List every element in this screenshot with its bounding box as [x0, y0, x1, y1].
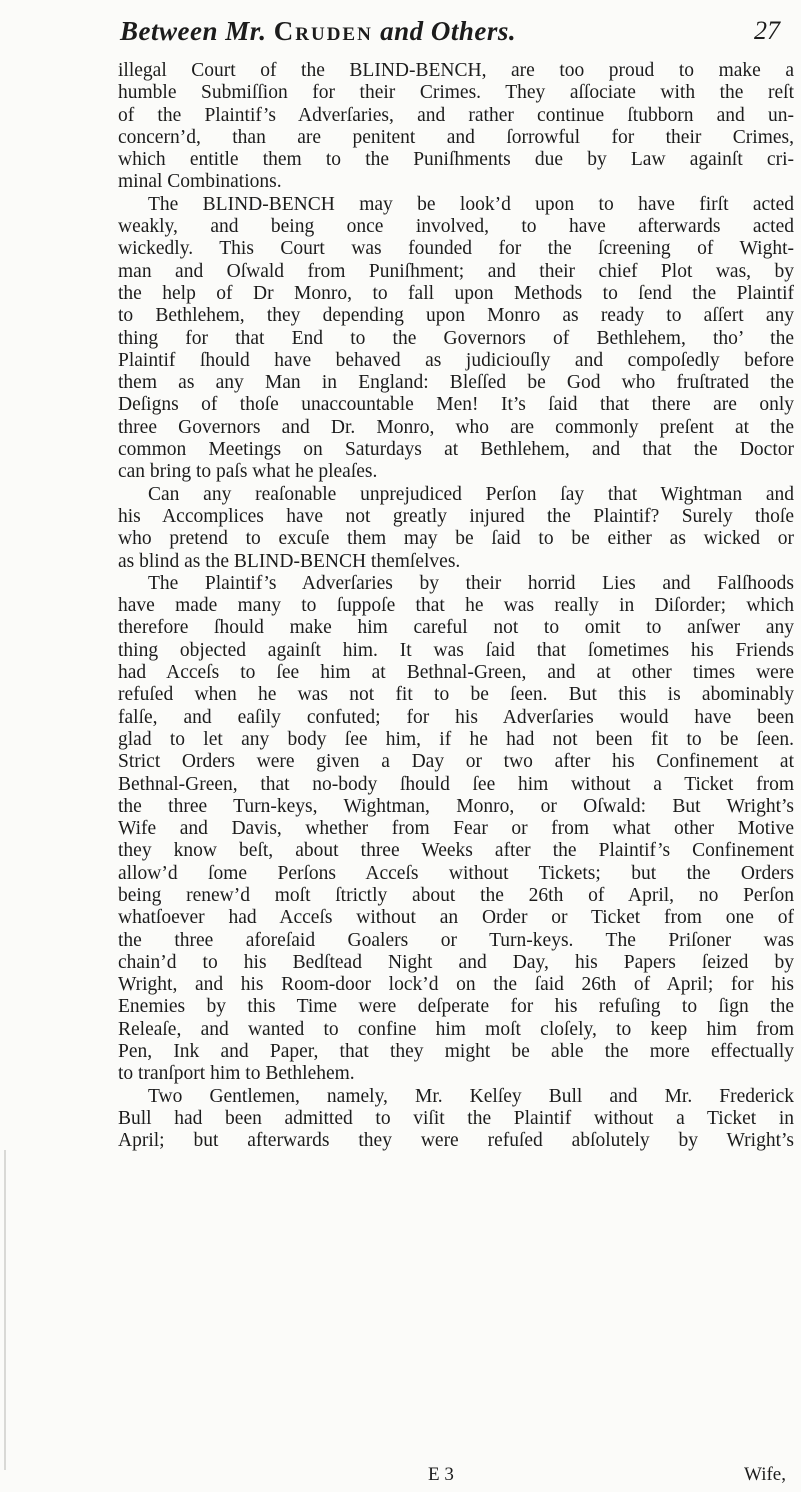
text-line: common Meetings on Saturdays at Bethlehem, and that the Doctor: [118, 439, 794, 461]
text-line: Pen, Ink and Paper, that they might be able the more effectually: [118, 1041, 794, 1063]
text-line: minal Combinations.: [118, 171, 282, 193]
text-line: can bring to paſs what he pleaſes.: [118, 461, 378, 483]
text-line: as blind as the BLIND-BENCH themſelves.: [118, 550, 461, 572]
text-line: thing objected againſt him. It was ſaid that ſometimes his Friends: [118, 639, 794, 661]
text-line: to tranſport him to Bethlehem.: [118, 1063, 355, 1085]
text-line: the three aforeſaid Goalers or Turn-keys. The Priſoner was: [118, 929, 794, 951]
text-line: Bethnal-Green, that no-body ſhould ſee him without a Ticket from: [118, 773, 794, 795]
text-line: wickedly. This Court was founded for the ſcreening of Wight-: [118, 238, 794, 260]
text-line: Releaſe, and wanted to confine him moſt cloſely, to keep him from: [118, 1018, 794, 1040]
body-text: [118, 60, 794, 1153]
page-header: [100, 12, 790, 52]
text-line: Strict Orders were given a Day or two after his Confinement at: [118, 751, 794, 773]
margin-shadow: [4, 1150, 6, 1470]
text-line: Enemies by this Time were deſperate for his refuſing to ſign the: [118, 996, 794, 1018]
text-line: they know beſt, about three Weeks after the Plaintif’s Confinement: [118, 840, 794, 862]
catchword: Wife,: [744, 1464, 786, 1485]
text-line: Can any reaſonable unprejudiced Perſon ſay that Wightman and: [148, 483, 794, 505]
text-line: concern’d, than are penitent and ſorrowful for their Crimes,: [118, 126, 794, 148]
signature-mark: E 3: [428, 1464, 454, 1485]
text-line: Bull had been admitted to viſit the Plaintif without a Ticket in: [118, 1107, 794, 1129]
text-line: allow’d ſome Perſons Acceſs without Tickets; but the Orders: [118, 862, 794, 884]
text-line: his Accomplices have not greatly injured the Plaintif? Surely thoſe: [118, 505, 794, 527]
text-line: thing for that End to the Governors of Bethlehem, tho’ the: [118, 327, 794, 349]
text-line: therefore ſhould make him careful not to omit to anſwer any: [118, 617, 794, 639]
text-line: the help of Dr Monro, to fall upon Methods to ſend the Plaintif: [118, 282, 794, 304]
text-line: glad to let any body ſee him, if he had not been fit to be ſeen.: [118, 728, 794, 750]
text-line: chain’d to his Bedſtead Night and Day, his Papers ſeized by: [118, 951, 794, 973]
text-line: weakly, and being once involved, to have afterwards acted: [118, 216, 794, 238]
text-line: being renew’d moſt ſtrictly about the 26th of April, no Perſon: [118, 884, 794, 906]
running-head-part2: and Others.: [380, 16, 517, 46]
text-line: April; but afterwards they were refuſed abſolutely by Wright’s: [118, 1130, 794, 1152]
text-line: whatſoever had Acceſs without an Order or Ticket from one of: [118, 907, 794, 929]
text-line: Two Gentlemen, namely, Mr. Kelſey Bull and Mr. Frederick: [148, 1085, 794, 1107]
text-line: Deſigns of thoſe unaccountable Men! It’s ſaid that there are only: [118, 394, 794, 416]
text-line: who pretend to excuſe them may be ſaid to be either as wicked or: [118, 528, 794, 550]
page-footer: [118, 1464, 794, 1488]
text-line: had Acceſs to ſee him at Bethnal-Green, and at other times were: [118, 662, 794, 684]
text-line: falſe, and eaſily confuted; for his Adverſaries would have been: [118, 706, 794, 728]
text-line: The Plaintif’s Adverſaries by their horrid Lies and Falſhoods: [148, 572, 794, 594]
text-line: which entitle them to the Puniſhments due by Law againſt cri-: [118, 149, 794, 171]
text-line: have made many to ſuppoſe that he was really in Diſorder; which: [118, 595, 794, 617]
text-line: man and Oſwald from Puniſhment; and their chief Plot was, by: [118, 260, 794, 282]
text-line: Wife and Davis, whether from Fear or from what other Motive: [118, 818, 794, 840]
text-line: the three Turn-keys, Wightman, Monro, or Oſwald: But Wright’s: [118, 795, 794, 817]
text-line: of the Plaintif’s Adverſaries, and rather continue ſtubborn and un-: [118, 104, 794, 126]
page-number: 27: [754, 16, 780, 45]
running-head-name: Cruden: [273, 16, 373, 46]
text-line: humble Submiſſion for their Crimes. They aſſociate with the reſt: [118, 82, 794, 104]
text-line: refuſed when he was not fit to be ſeen. But this is abominably: [118, 684, 794, 706]
text-line: Wright, and his Room-door lock’d on the ſaid 26th of April; for his: [118, 974, 794, 996]
text-line: three Governors and Dr. Monro, who are commonly preſent at the: [118, 416, 794, 438]
running-head-part1: Between Mr.: [120, 16, 267, 46]
text-line: Plaintif ſhould have behaved as judiciouſly and compoſedly before: [118, 349, 794, 371]
text-line: The BLIND-BENCH may be look’d upon to have firſt acted: [148, 193, 794, 215]
running-head: [120, 16, 516, 47]
text-line: illegal Court of the BLIND-BENCH, are too proud to make a: [118, 60, 794, 81]
text-line: them as any Man in England: Bleſſed be God who fruſtrated the: [118, 372, 794, 394]
text-line: to Bethlehem, they depending upon Monro as ready to aſſert any: [118, 305, 794, 327]
